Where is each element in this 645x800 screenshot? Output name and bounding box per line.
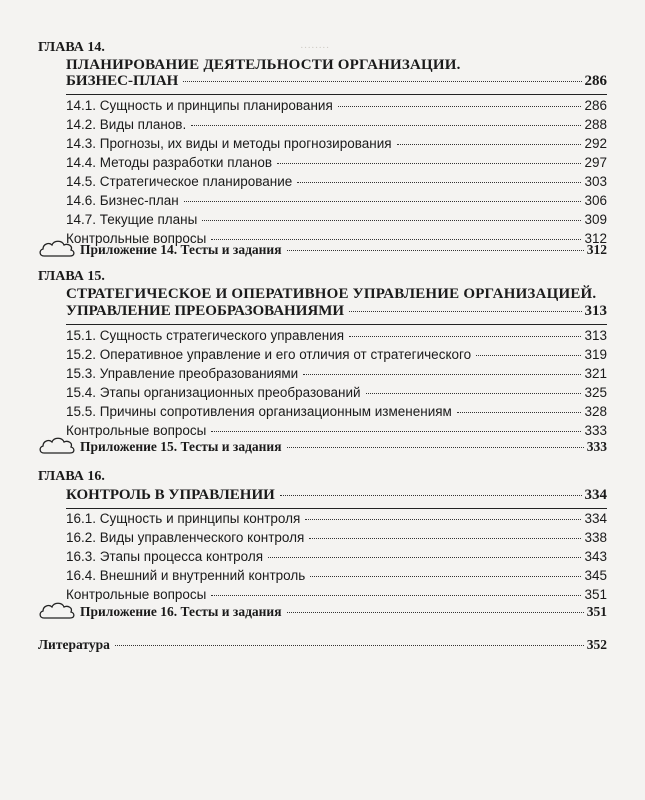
page-number: 286 xyxy=(584,98,607,113)
chapter-title-line: ПЛАНИРОВАНИЕ ДЕЯТЕЛЬНОСТИ ОРГАНИЗАЦИИ. xyxy=(66,57,461,73)
leader-dots xyxy=(183,81,581,82)
section-title: 16.4. Внешний и внутренний контроль xyxy=(66,568,306,583)
leader-dots xyxy=(366,393,582,394)
section-title: 14.1. Сущность и принципы планирования xyxy=(66,98,333,113)
chapter-heading-row[interactable] xyxy=(66,73,607,90)
toc-section-row[interactable] xyxy=(66,549,607,564)
page-number: 351 xyxy=(586,604,607,619)
leader-dots xyxy=(310,576,581,577)
page-number: 328 xyxy=(584,404,607,419)
page-number: 306 xyxy=(584,193,607,208)
literature-title: Литература xyxy=(38,637,110,652)
toc-section-row[interactable] xyxy=(66,347,607,362)
page-number: 345 xyxy=(584,568,607,583)
chapter-title-line: КОНТРОЛЬ В УПРАВЛЕНИИ xyxy=(66,487,275,503)
leader-dots xyxy=(297,182,581,183)
page-number: 351 xyxy=(584,587,607,602)
section-title: 14.6. Бизнес-план xyxy=(66,193,179,208)
page-number: 334 xyxy=(584,487,607,503)
leader-dots xyxy=(457,412,582,413)
leader-dots xyxy=(268,557,581,558)
leader-dots xyxy=(202,220,581,221)
leader-dots xyxy=(476,355,581,356)
section-title: 16.3. Этапы процесса контроля xyxy=(66,549,264,564)
leader-dots xyxy=(115,645,584,646)
leader-dots xyxy=(277,163,581,164)
page-number: 352 xyxy=(586,637,607,652)
page-number: 292 xyxy=(584,136,607,151)
cloud-icon xyxy=(38,436,76,456)
page-number: 309 xyxy=(584,212,607,227)
appendix-row[interactable] xyxy=(80,604,607,620)
toc-section-row[interactable] xyxy=(66,212,607,227)
page-number: 334 xyxy=(584,511,607,526)
leader-dots xyxy=(280,495,582,496)
toc-section-row[interactable] xyxy=(66,568,607,583)
section-title: 16.2. Виды управленческого контроля xyxy=(66,530,305,545)
page-number: 286 xyxy=(584,73,607,89)
section-title: 15.5. Причины сопротивления организационным изменениям xyxy=(66,404,452,419)
chapter-label: ГЛАВА 16. xyxy=(38,469,105,484)
chapter-label: ГЛАВА 14. xyxy=(38,40,105,55)
page-number: 338 xyxy=(584,530,607,545)
section-title: 15.1. Сущность стратегического управления xyxy=(66,328,345,343)
toc-section-row[interactable] xyxy=(66,423,607,438)
chapter-title-line: УПРАВЛЕНИЕ ПРЕОБРАЗОВАНИЯМИ xyxy=(66,303,345,319)
page-number: 312 xyxy=(584,231,607,246)
leader-dots xyxy=(287,612,584,613)
section-title: 14.7. Текущие планы xyxy=(66,212,198,227)
appendix-title: Приложение 15. Тесты и задания xyxy=(80,439,282,454)
chapter-title-line: СТРАТЕГИЧЕСКОЕ И ОПЕРАТИВНОЕ УПРАВЛЕНИЕ ОРГАНИЗАЦИЕЙ. xyxy=(66,286,597,302)
toc-section-row[interactable] xyxy=(66,511,607,526)
toc-section-row[interactable] xyxy=(66,385,607,400)
section-title: 15.4. Этапы организационных преобразований xyxy=(66,385,361,400)
leader-dots xyxy=(397,144,582,145)
toc-section-row[interactable] xyxy=(66,530,607,545)
chapter-heading-row[interactable] xyxy=(66,303,607,320)
cloud-icon xyxy=(38,239,76,259)
chapter-underline xyxy=(66,508,607,509)
page-number: 312 xyxy=(586,242,607,257)
leader-dots xyxy=(211,239,581,240)
page-number: 325 xyxy=(584,385,607,400)
leader-dots xyxy=(349,311,581,312)
section-title: 15.3. Управление преобразованиями xyxy=(66,366,299,381)
page-number: 333 xyxy=(584,423,607,438)
cloud-icon xyxy=(38,601,76,621)
chapter-label: ГЛАВА 15. xyxy=(38,269,105,284)
chapter-underline xyxy=(66,94,607,95)
page-number: 321 xyxy=(584,366,607,381)
toc-section-row[interactable] xyxy=(66,193,607,208)
leader-dots xyxy=(211,431,581,432)
toc-section-row[interactable] xyxy=(66,587,607,602)
page-number: 319 xyxy=(584,347,607,362)
page-number: 297 xyxy=(584,155,607,170)
toc-section-row[interactable] xyxy=(66,328,607,343)
section-title: 14.2. Виды планов. xyxy=(66,117,187,132)
toc-section-row[interactable] xyxy=(66,174,607,189)
appendix-title: Приложение 16. Тесты и задания xyxy=(80,604,282,619)
leader-dots xyxy=(211,595,581,596)
page-number: 288 xyxy=(584,117,607,132)
toc-section-row[interactable] xyxy=(66,404,607,419)
page-number: 313 xyxy=(584,303,607,319)
toc-section-row[interactable] xyxy=(66,98,607,113)
page-number: 343 xyxy=(584,549,607,564)
leader-dots xyxy=(191,125,581,126)
literature-row[interactable] xyxy=(38,637,607,653)
leader-dots xyxy=(309,538,581,539)
leader-dots xyxy=(184,201,582,202)
toc-section-row[interactable] xyxy=(66,136,607,151)
toc-section-row[interactable] xyxy=(66,366,607,381)
chapter-underline xyxy=(66,324,607,325)
chapter-heading-row[interactable] xyxy=(66,487,607,504)
section-title: 15.2. Оперативное управление и его отличия от стратегического xyxy=(66,347,472,362)
toc-section-row[interactable] xyxy=(66,155,607,170)
section-title: Контрольные вопросы xyxy=(66,423,207,438)
section-title: 14.4. Методы разработки планов xyxy=(66,155,273,170)
section-title: Контрольные вопросы xyxy=(66,587,207,602)
section-title: Контрольные вопросы xyxy=(66,231,207,246)
leader-dots xyxy=(349,336,581,337)
leader-dots xyxy=(287,447,584,448)
chapter-title-line: БИЗНЕС-ПЛАН xyxy=(66,73,179,89)
leader-dots xyxy=(305,519,581,520)
page-number: 313 xyxy=(584,328,607,343)
section-title: 16.1. Сущность и принципы контроля xyxy=(66,511,301,526)
appendix-row[interactable] xyxy=(80,439,607,455)
page-number: 303 xyxy=(584,174,607,189)
toc-section-row[interactable] xyxy=(66,117,607,132)
section-title: 14.5. Стратегическое планирование xyxy=(66,174,293,189)
leader-dots xyxy=(287,250,584,251)
page-number: 333 xyxy=(586,439,607,454)
leader-dots xyxy=(303,374,581,375)
appendix-row[interactable] xyxy=(80,242,607,258)
section-title: 14.3. Прогнозы, их виды и методы прогнозирования xyxy=(66,136,392,151)
appendix-title: Приложение 14. Тесты и задания xyxy=(80,242,282,257)
leader-dots xyxy=(338,106,582,107)
bleed-through-text: ········ xyxy=(300,42,330,54)
